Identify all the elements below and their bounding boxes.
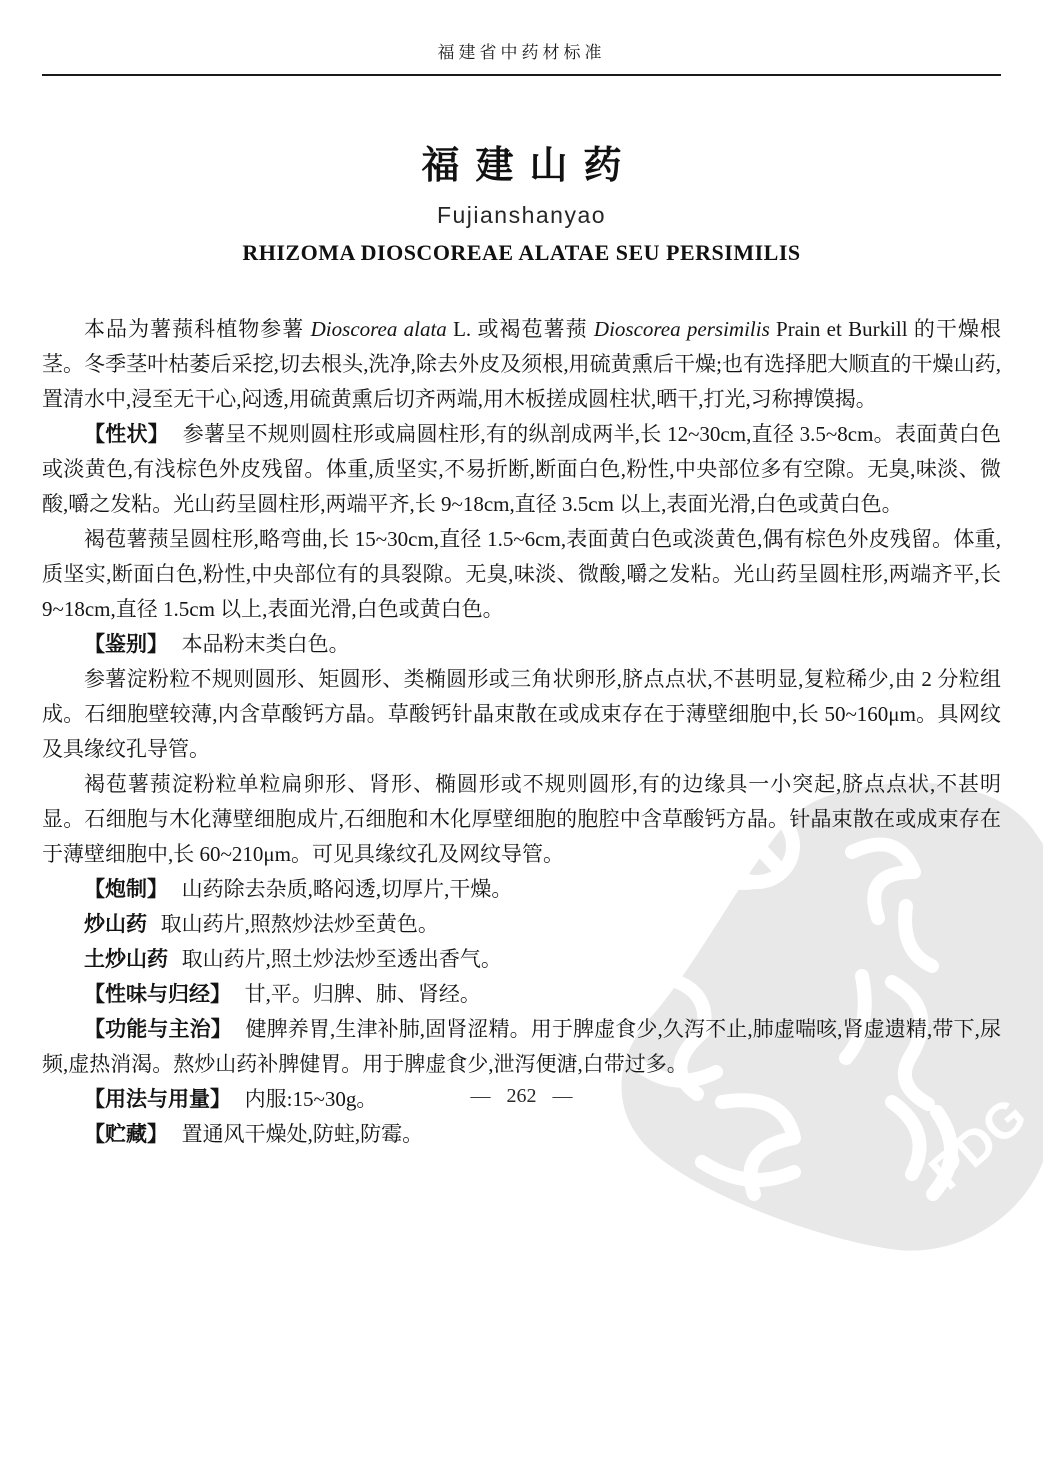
page-number-value: 262 [506, 1085, 537, 1107]
source-text-2: L. 或褐苞薯蓣 [446, 317, 594, 341]
section-text-tuchao-shanyao: 取山药片,照土炒法炒至透出香气。 [181, 947, 502, 971]
section-text-identification: 本品粉末类白色。 [181, 632, 350, 656]
section-text-storage: 置通风干燥处,防蛀,防霉。 [181, 1122, 424, 1146]
section-text-function-indication: 健脾养胃,生津补肺,固肾涩精。用于脾虚食少,久泻不止,肺虚喘咳,肾虚遗精,带下,尿频,虚热消渴。熬炒山药补脾健胃。用于脾虚食少,泄泻便溏,白带过多。 [42, 1017, 1002, 1076]
drug-title-pinyin: Fujianshanyao [436, 202, 607, 228]
paragraph-source [42, 312, 1001, 417]
section-character [42, 417, 1001, 522]
paragraph-starch-1 [42, 662, 1001, 767]
source-text-3: Prain et Burkill 的干燥根茎。冬季茎叶枯萎后采挖,切去根头,洗净,除去外皮及须根,用硫黄熏后干燥;也有选择肥大顺直的干燥山药,置清水中,浸至无干心,闷透,用硫黄熏后切齐两端,用木板搓成圆柱状,晒干,打光,习称搏馍揭。 [42, 317, 1001, 411]
drug-title-chinese: 福建山药 [421, 145, 638, 187]
section-text-processing: 山药除去杂质,略闷透,切厚片,干燥。 [181, 877, 513, 901]
drug-title-latin: RHIZOMA DIOSCOREAE ALATAE SEU PERSIMILIS [242, 240, 801, 265]
section-label-identification: 【鉴别】 [84, 633, 168, 656]
section-storage [42, 1117, 1001, 1152]
section-text-starch-2: 褐苞薯蓣淀粉粒单粒扁卵形、肾形、椭圆形或不规则圆形,有的边缘具一小突起,脐点点状,不甚明显。石细胞与木化薄壁细胞成片,石细胞和木化厚壁细胞的胞腔中含草酸钙方晶。针晶束散在或成束存在于薄壁细胞中,长 60~210μm。可见具缘纹孔及网纹导管。 [42, 772, 1001, 866]
section-label-tuchao-shanyao: 土炒山药 [84, 948, 168, 971]
section-text-character-2: 褐苞薯蓣呈圆柱形,略弯曲,长 15~30cm,直径 1.5~6cm,表面黄白色或淡黄色,偶有棕色外皮残留。体重,质坚实,断面白色,粉性,中央部位有的具裂隙。无臭,味淡、微酸,嚼之发粘。光山药呈圆柱形,两端齐平,长 9~18cm,直径 1.5cm 以上,表面光滑,白色或黄白色。 [42, 527, 1001, 621]
header-rule [42, 74, 1001, 76]
section-text-chao-shanyao: 取山药片,照熬炒法炒至黄色。 [160, 912, 439, 936]
species-latin-name-2: Dioscorea persimilis [593, 317, 770, 341]
source-text-1: 本品为薯蓣科植物参薯 [84, 317, 311, 341]
section-label-processing: 【炮制】 [84, 878, 168, 901]
section-label-function-indication: 【功能与主治】 [84, 1018, 232, 1041]
section-function-indication [42, 1012, 1001, 1082]
page-number-dash-left: — [470, 1085, 491, 1107]
species-latin-name-1: Dioscorea alata [310, 317, 447, 341]
section-tuchao-shanyao [42, 942, 1001, 977]
section-text-dosage: 内服:15~30g。 [244, 1087, 378, 1111]
watermark-pdg-label: PDG [918, 1086, 1037, 1201]
section-text-property-meridian: 甘,平。归脾、肺、肾经。 [244, 982, 481, 1006]
section-identification [42, 627, 1001, 662]
paragraph-starch-2 [42, 767, 1001, 872]
section-processing [42, 872, 1001, 907]
monograph-body [42, 312, 1001, 1152]
running-header-title: 福建省中药材标准 [437, 43, 606, 62]
section-label-property-meridian: 【性味与归经】 [84, 983, 231, 1006]
section-label-storage: 【贮藏】 [84, 1123, 168, 1146]
section-chao-shanyao [42, 907, 1001, 942]
section-text-starch-1: 参薯淀粉粒不规则圆形、矩圆形、类椭圆形或三角状卵形,脐点点状,不甚明显,复粒稀少,由 2 分粒组成。石细胞壁较薄,内含草酸钙方晶。草酸钙针晶束散在或成束存在于薄壁细胞中,长 50~160μm。具网纹及具缘纹孔导管。 [42, 667, 1001, 761]
paragraph-character-2 [42, 522, 1001, 627]
section-label-chao-shanyao: 炒山药 [84, 913, 147, 936]
section-property-meridian [42, 977, 1001, 1012]
page-number [0, 1085, 1043, 1108]
page-number-dash-right: — [552, 1085, 573, 1107]
section-text-character: 参薯呈不规则圆柱形或扁圆柱形,有的纵剖成两半,长 12~30cm,直径 3.5~8cm。表面黄白色或淡黄色,有浅棕色外皮残留。体重,质坚实,不易折断,断面白色,粉性,中央部位多有空隙。无臭,味淡、微酸,嚼之发粘。光山药呈圆柱形,两端平齐,长 9~18cm,直径 3.5cm 以上,表面光滑,白色或黄白色。 [42, 422, 1002, 516]
section-label-dosage: 【用法与用量】 [84, 1088, 231, 1111]
section-label-character: 【性状】 [84, 423, 170, 446]
